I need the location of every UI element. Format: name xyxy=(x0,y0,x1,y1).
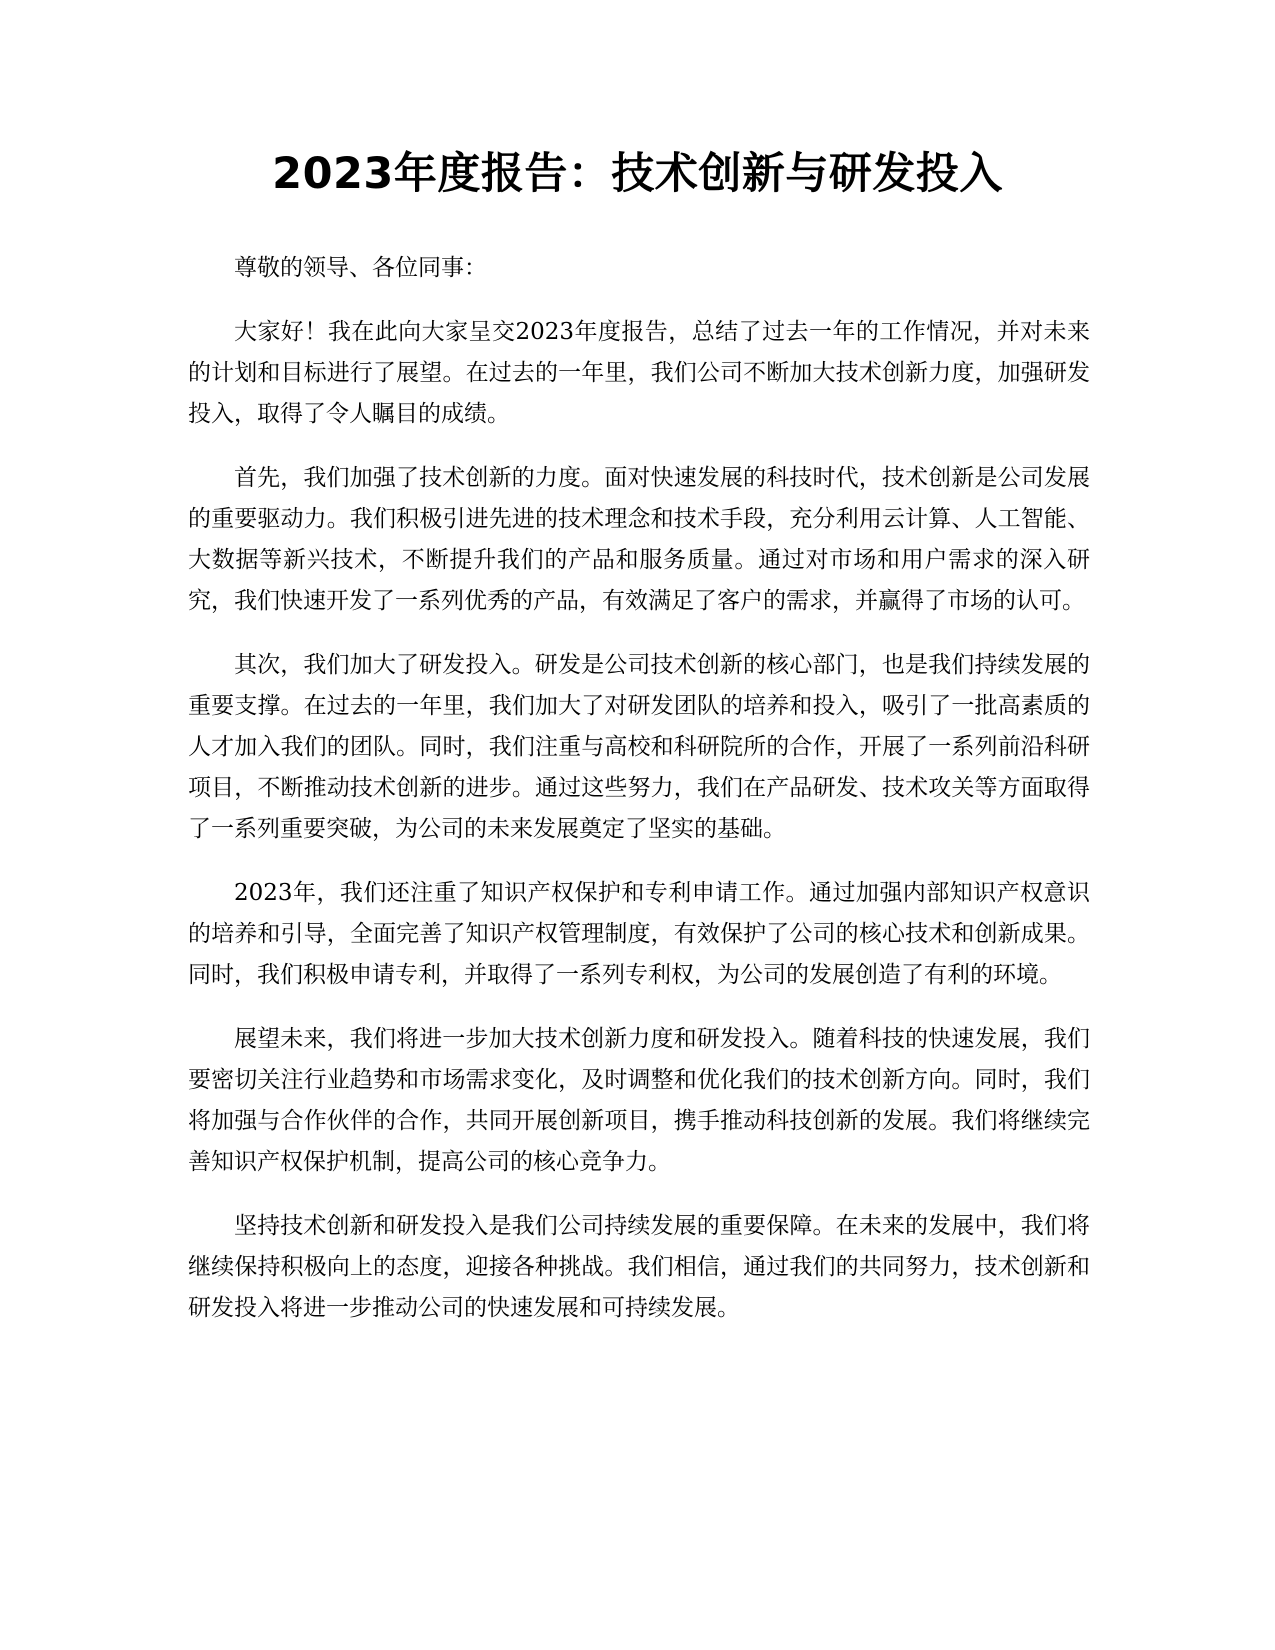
paragraph-outlook: 展望未来，我们将进一步加大技术创新力度和研发投入。随着科技的快速发展，我们要密切关注行业趋势和市场需求变化，及时调整和优化我们的技术创新方向。同时，我们将加强与合作伙伴的合作，共同开展创新项目，携手推动科技创新的发展。我们将继续完善知识产权保护机制，提高公司的核心竞争力。 xyxy=(188,1026,1090,1175)
paragraph-greeting: 大家好！我在此向大家呈交2023年度报告，总结了过去一年的工作情况，并对未来的计划和目标进行了展望。在过去的一年里，我们公司不断加大技术创新力度，加强研发投入，取得了令人瞩目的成绩。 xyxy=(188,319,1090,427)
document-body xyxy=(188,248,1090,1352)
paragraph-technical-innovation: 首先，我们加强了技术创新的力度。面对快速发展的科技时代，技术创新是公司发展的重要驱动力。我们积极引进先进的技术理念和技术手段，充分利用云计算、人工智能、大数据等新兴技术，不断提升我们的产品和服务质量。通过对市场和用户需求的深入研究，我们快速开发了一系列优秀的产品，有效满足了客户的需求，并赢得了市场的认可。 xyxy=(188,465,1090,614)
paragraph-ip-protection: 2023年，我们还注重了知识产权保护和专利申请工作。通过加强内部知识产权意识的培养和引导，全面完善了知识产权管理制度，有效保护了公司的核心技术和创新成果。同时，我们积极申请专利，并取得了一系列专利权，为公司的发展创造了有利的环境。 xyxy=(188,880,1090,988)
paragraph-rd-investment: 其次，我们加大了研发投入。研发是公司技术创新的核心部门，也是我们持续发展的重要支撑。在过去的一年里，我们加大了对研发团队的培养和投入，吸引了一批高素质的人才加入我们的团队。同时，我们注重与高校和科研院所的合作，开展了一系列前沿科研项目，不断推动技术创新的进步。通过这些努力，我们在产品研发、技术攻关等方面取得了一系列重要突破，为公司的未来发展奠定了坚实的基础。 xyxy=(188,652,1090,842)
paragraph-conclusion: 坚持技术创新和研发投入是我们公司持续发展的重要保障。在未来的发展中，我们将继续保持积极向上的态度，迎接各种挑战。我们相信，通过我们的共同努力，技术创新和研发投入将进一步推动公司的快速发展和可持续发展。 xyxy=(188,1213,1090,1321)
document-title: 2023年度报告：技术创新与研发投入 xyxy=(272,149,1003,199)
paragraph-salutation: 尊敬的领导、各位同事： xyxy=(234,255,487,281)
